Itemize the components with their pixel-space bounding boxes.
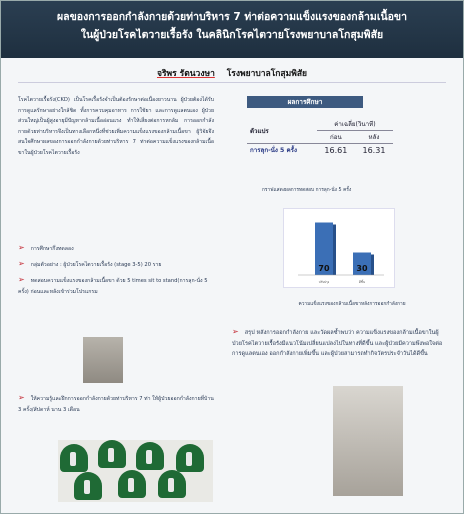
- method-bullet-3: ➢ ทดสอบความแข็งแรงของกล้ามเนื้อขา ด้วย 5 times sit to stand(การลุก-นั่ง 5 ครั้ง) ก่อนและหลังเข้าร่วมโปรแกรม: [18, 275, 208, 295]
- bar-value-label: 30: [356, 264, 368, 273]
- col-after: หลัง: [355, 131, 393, 144]
- summary: ➢ สรุป หลังการออกกำลังกาย และวัดผลซ้ำพบว่า ความแข็งแรงของกล้ามเนื้อขาในผู้ป่วยโรคไตวายเรื้อรังมีแนวโน้มเปลี่ยนแปลงไปในทางที่ดีขึ้น และผู้ป่วยมีความพึงพอใจต่อการดูแลตนเอง ออกกำลังกายเพิ่มขึ้น และผู้ป่วยสามารถทำกิจวัตรประจำวันได้ดีขึ้น: [232, 327, 443, 357]
- chart-caption-2: ความแข็งแรงของกล้ามเนื้อขาหลังการออกกำลังกาย: [298, 302, 406, 307]
- method-bullet-2: ➢ กลุ่มตัวอย่าง : ผู้ป่วยโรคไตวายเรื้อรัง (stage 3-5) 20 ราย: [18, 259, 162, 268]
- chart-caption: กราฟแสดงผลการทดสอบ การลุก-นั่ง 5 ครั้ง: [262, 188, 352, 193]
- arrow-icon: ➢: [232, 327, 239, 336]
- author-name: จริพร รัตนวงษา: [156, 69, 215, 79]
- col-mean: ค่าเฉลี่ย(วินาที): [317, 118, 393, 131]
- value-after: 16.31: [362, 145, 386, 155]
- author-hospital: โรงพยาบาลโกสุมพิสัย: [226, 69, 307, 79]
- intro-paragraph: โรคไตวายเรื้อรัง(CKD) เป็นโรคเรื้อรังจำเป็นต้องรักษาต่อเนื่องยาวนาน ผู้ป่วยต้องได้รับการดูแลรักษาอย่างใกล้ชิด ทั้งการควบคุมอาหาร การใช้ยา และการดูแลตนเอง ผู้ป่วยส่วนใหญ่เป็นผู้สูงอายุมีปัญหากล้ามเนื้ออ่อนแรง ทำให้เสี่ยงต่อการหกล้ม การออกกำลังกายด้วยท่าบริหารจึงเป็นทางเลือกหนึ่งที่ช่วยเพิ่มความแข็งแรงของกล้ามเนื้อขา ผู้วิจัยจึงสนใจศึกษาผลของการออกกำลังกายด้วยท่าบริหาร 7 ท่าต่อความแข็งแรงของกล้ามเนื้อขาในผู้ป่วยโรคไตวายเรื้อรัง: [18, 97, 214, 156]
- col-before: ก่อน: [317, 131, 355, 144]
- arrow-icon: ➢: [18, 275, 25, 284]
- row-label: การลุก-นั่ง 5 ครั้ง: [250, 147, 297, 154]
- col-var: ตัวแปร: [247, 118, 317, 144]
- poster-title-line1: ผลของการออกกำลังกายด้วยท่าบริหาร 7 ท่าต่อความแข็งแรงของกล้ามเนื้อขา: [57, 11, 407, 23]
- category-label: ปรับปรุง: [318, 280, 330, 284]
- value-before: 16.61: [324, 145, 348, 155]
- category-label: ดีขึ้น: [358, 280, 366, 284]
- bar-value-label: 70: [318, 264, 330, 273]
- method-bullet-4: ➢ ให้ความรู้และฝึกการออกกำลังกายด้วยท่าบริหาร 7 ท่า ให้ผู้ป่วยออกกำลังกายที่บ้าน 3 ครั้ง/สัปดาห์ นาน 3 เดือน: [18, 393, 214, 413]
- arrow-icon: ➢: [18, 393, 25, 402]
- poster-title-line2: ในผู้ป่วยโรคไตวายเรื้อรัง ในคลินิกโรคไตวายโรงพยาบาลโกสุมพิสัย: [80, 29, 384, 41]
- arrow-icon: ➢: [18, 243, 25, 252]
- method-bullet-1: ➢ การศึกษากึ่งทดลอง: [18, 243, 74, 252]
- arrow-icon: ➢: [18, 259, 25, 268]
- results-header: ผลการศึกษา: [247, 96, 363, 108]
